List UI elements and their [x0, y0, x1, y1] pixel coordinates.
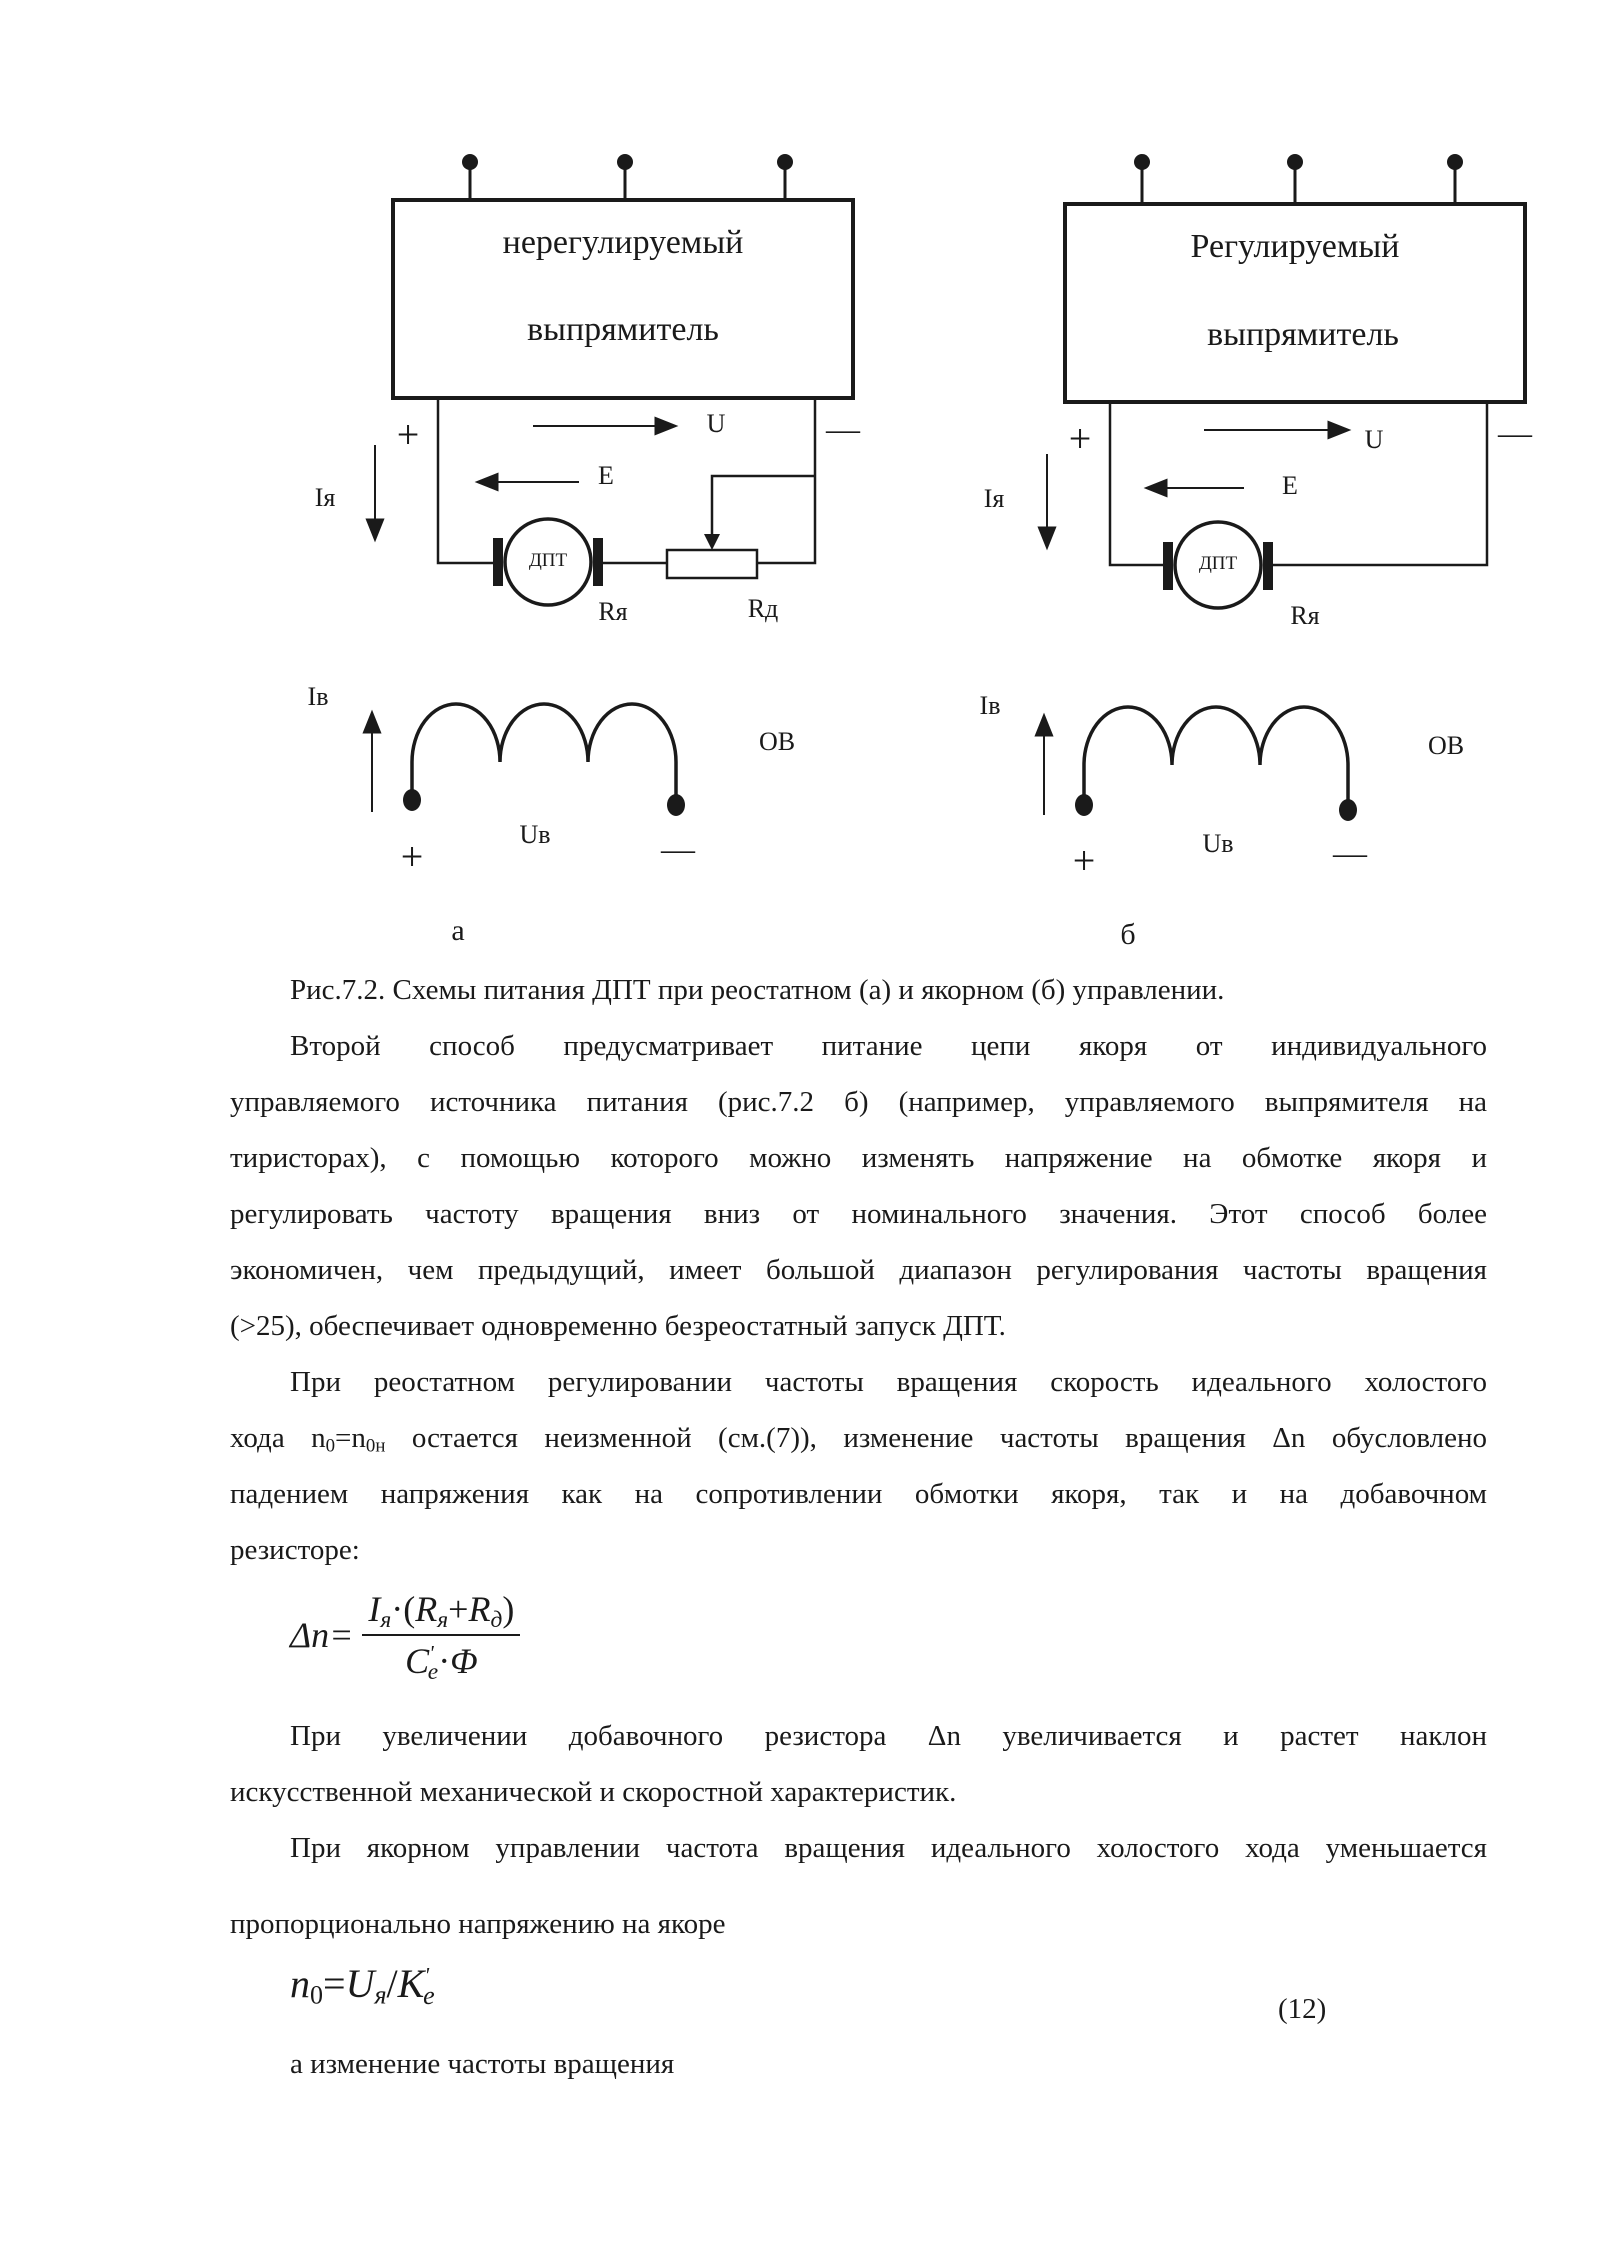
field-voltage-label: Uв [519, 820, 551, 849]
field-winding [412, 704, 676, 805]
paragraph-line: экономичен, чем предыдущий, имеет большой диапазон регулирования частоты вращения [230, 1254, 1487, 1286]
add-resistor-label: Rд [747, 594, 779, 623]
field-current-label: Iв [307, 682, 329, 711]
armature-current-label: Iя [314, 483, 336, 512]
add-resistor [667, 550, 757, 578]
paragraph-line: При якорном управлении частота вращения идеального холостого хода уменьшается [290, 1832, 1487, 1864]
paragraph-line: хода $n_0=n_{0н}$ остается неизменной (см.(7)), изменение частоты вращения Δn обусловлено [230, 1422, 1488, 1457]
paragraph-line: При реостатном регулировании частоты вращения скорость идеального холостого [290, 1366, 1487, 1398]
circuit-figure [0, 0, 1600, 970]
voltage-label: U [706, 409, 726, 438]
voltage-label: U [1364, 425, 1384, 454]
armature-resistance-label: Rя [1290, 601, 1320, 630]
dc-motor [493, 519, 603, 605]
diagram-b [980, 154, 1533, 951]
rectifier-label-line1: нерегулируемый [502, 224, 744, 261]
emf-label: E [1282, 471, 1298, 500]
rectifier-label-line2: выпрямитель [527, 311, 719, 348]
motor-label: ДПТ [1198, 553, 1238, 574]
field-current-label: Iв [979, 691, 1001, 720]
subfigure-caption-b: б [1120, 918, 1136, 951]
formula-n0: $n_0=U_я/K'_e$ [290, 1961, 435, 2010]
paragraph-line: а изменение частоты вращения [290, 2048, 675, 2080]
paragraph-line: пропорционально напряжению на якоре [230, 1908, 726, 1940]
field-winding [1084, 707, 1348, 810]
formula-delta-n: Δn= $\frac{I_я\cdot(R_я+R_д)}{C'_e\cdot\Phi}$ [290, 1588, 520, 1682]
rectifier-label-line1: Регулируемый [1190, 228, 1400, 265]
field-minus: — [1333, 835, 1367, 872]
armature-resistance-label: Rя [598, 597, 628, 626]
field-voltage-label: Uв [1202, 829, 1234, 858]
paragraph-line: искусственной механической и скоростной характеристик. [230, 1776, 957, 1808]
paragraph-line: (>25), обеспечивает одновременно безреостатный запуск ДПТ. [230, 1310, 1006, 1342]
paragraph-line: Второй способ предусматривает питание цепи якоря от индивидуального [290, 1030, 1487, 1062]
field-winding-label: ОВ [1427, 731, 1465, 760]
field-plus: + [400, 834, 424, 879]
plus-sign: + [396, 412, 420, 457]
paragraph-line: регулировать частоту вращения вниз от номинального значения. Этот способ более [230, 1198, 1487, 1230]
armature-current-label: Iя [983, 484, 1005, 513]
dc-motor [1163, 522, 1273, 608]
minus-sign: — [1498, 415, 1532, 452]
field-winding-label: ОВ [758, 727, 796, 756]
figure-caption: Рис.7.2. Схемы питания ДПТ при реостатном (а) и якорном (б) управлении. [290, 974, 1225, 1006]
subfigure-caption-a: а [451, 914, 465, 947]
paragraph-line: падением напряжения как на сопротивлении обмотки якоря, так и на добавочном [230, 1478, 1487, 1510]
field-plus: + [1072, 838, 1096, 883]
minus-sign: — [826, 411, 860, 448]
equation-number: (12) [1278, 1993, 1327, 2025]
paragraph-line: При увеличении добавочного резистора Δn увеличивается и растет наклон [290, 1720, 1487, 1752]
paragraph-line: тиристорах), с помощью которого можно изменять напряжение на обмотке якоря и [230, 1142, 1487, 1174]
diagram-a [308, 154, 861, 947]
armature-circuit [1110, 402, 1487, 565]
plus-sign: + [1068, 416, 1092, 461]
rectifier-label-line2: выпрямитель [1207, 316, 1399, 353]
paragraph-line: резисторе: [230, 1534, 360, 1566]
emf-label: E [598, 461, 614, 490]
field-minus: — [661, 831, 695, 868]
motor-label: ДПТ [528, 550, 568, 571]
paragraph-line: управляемого источника питания (рис.7.2 б) (например, управляемого выпрямителя на [230, 1086, 1487, 1118]
